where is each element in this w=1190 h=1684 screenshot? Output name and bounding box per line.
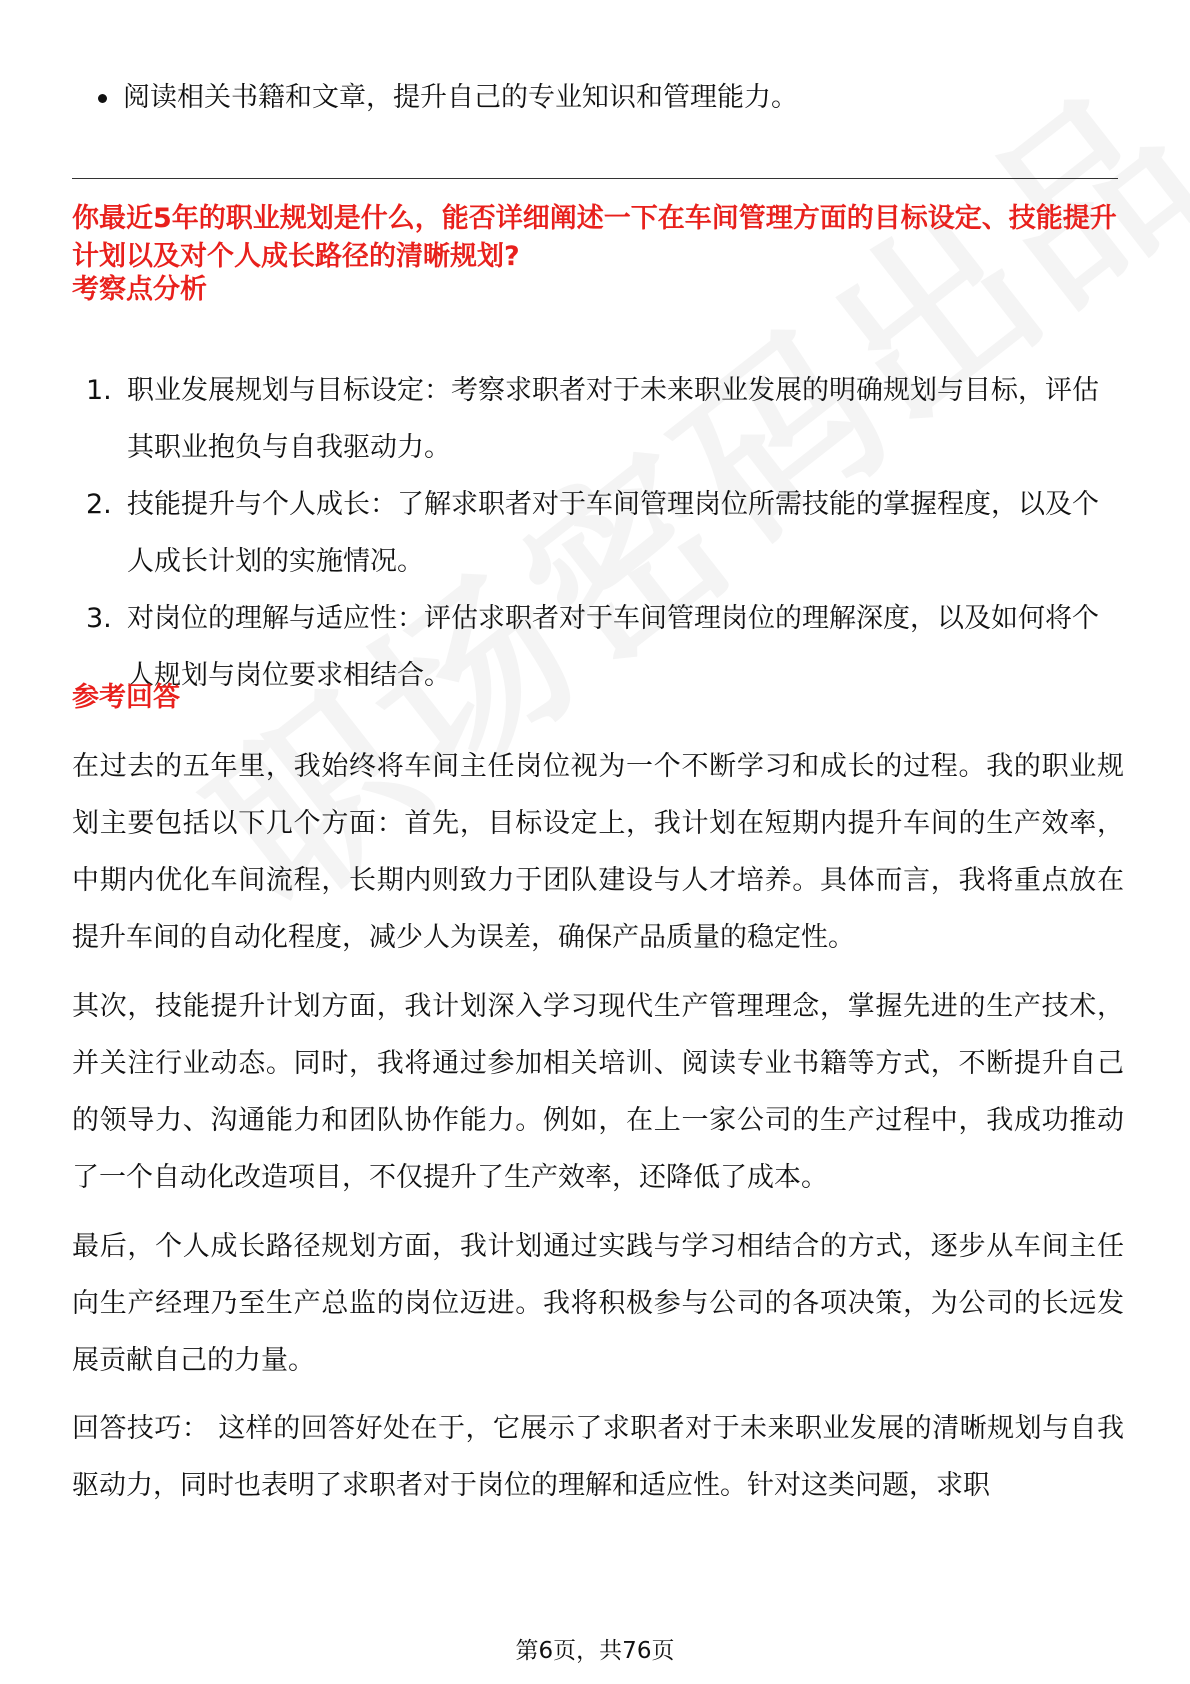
analysis-list	[72, 362, 1122, 704]
section-divider	[72, 178, 1118, 179]
answer-paragraph: 在过去的五年里，我始终将车间主任岗位视为一个不断学习和成长的过程。我的职业规划主要包括以下几个方面：首先，目标设定上，我计划在短期内提升车间的生产效率，中期内优化车间流程，长期内则致力于团队建设与人才培养。具体而言，我将重点放在提升车间的自动化程度，减少人为误差，确保产品质量的稳定性。	[72, 751, 1124, 953]
analysis-item	[72, 590, 1122, 704]
analysis-title: 考察点分析	[72, 274, 207, 305]
bullet-item	[98, 78, 798, 118]
answer-title: 参考回答	[72, 682, 180, 713]
analysis-item-number: 2.	[86, 489, 112, 520]
analysis-item	[72, 362, 1122, 476]
answer-paragraph: 其次，技能提升计划方面，我计划深入学习现代生产管理理念，掌握先进的生产技术，并关注行业动态。同时，我将通过参加相关培训、阅读专业书籍等方式，不断提升自己的领导力、沟通能力和团队协作能力。例如，在上一家公司的生产过程中，我成功推动了一个自动化改造项目，不仅提升了生产效率，还降低了成本。	[72, 991, 1124, 1193]
question-heading: 你最近5年的职业规划是什么，能否详细阐述一下在车间管理方面的目标设定、技能提升计划以及对个人成长路径的清晰规划?	[72, 203, 1117, 272]
analysis-item-text: 技能提升与个人成长：了解求职者对于车间管理岗位所需技能的掌握程度，以及个人成长计划的实施情况。	[127, 489, 1099, 577]
analysis-item-text: 职业发展规划与目标设定：考察求职者对于未来职业发展的明确规划与目标，评估其职业抱负与自我驱动力。	[127, 375, 1099, 463]
page-footer: 第6页，共76页	[515, 1638, 675, 1664]
answer-paragraph: 最后，个人成长路径规划方面，我计划通过实践与学习相结合的方式，逐步从车间主任向生产经理乃至生产总监的岗位迈进。我将积极参与公司的各项决策，为公司的长远发展贡献自己的力量。	[72, 1231, 1124, 1376]
analysis-item-number: 3.	[86, 603, 112, 634]
answer-tips-paragraph: 回答技巧： 这样的回答好处在于，它展示了求职者对于未来职业发展的清晰规划与自我驱动力，同时也表明了求职者对于岗位的理解和适应性。针对这类问题，求职	[72, 1413, 1124, 1501]
analysis-item	[72, 476, 1122, 590]
bullet-text: 阅读相关书籍和文章，提升自己的专业知识和管理能力。	[123, 82, 798, 113]
bullet-dot-icon	[98, 94, 107, 103]
analysis-item-text: 对岗位的理解与适应性：评估求职者对于车间管理岗位的理解深度，以及如何将个人规划与岗位要求相结合。	[127, 603, 1099, 691]
analysis-item-number: 1.	[86, 375, 112, 406]
